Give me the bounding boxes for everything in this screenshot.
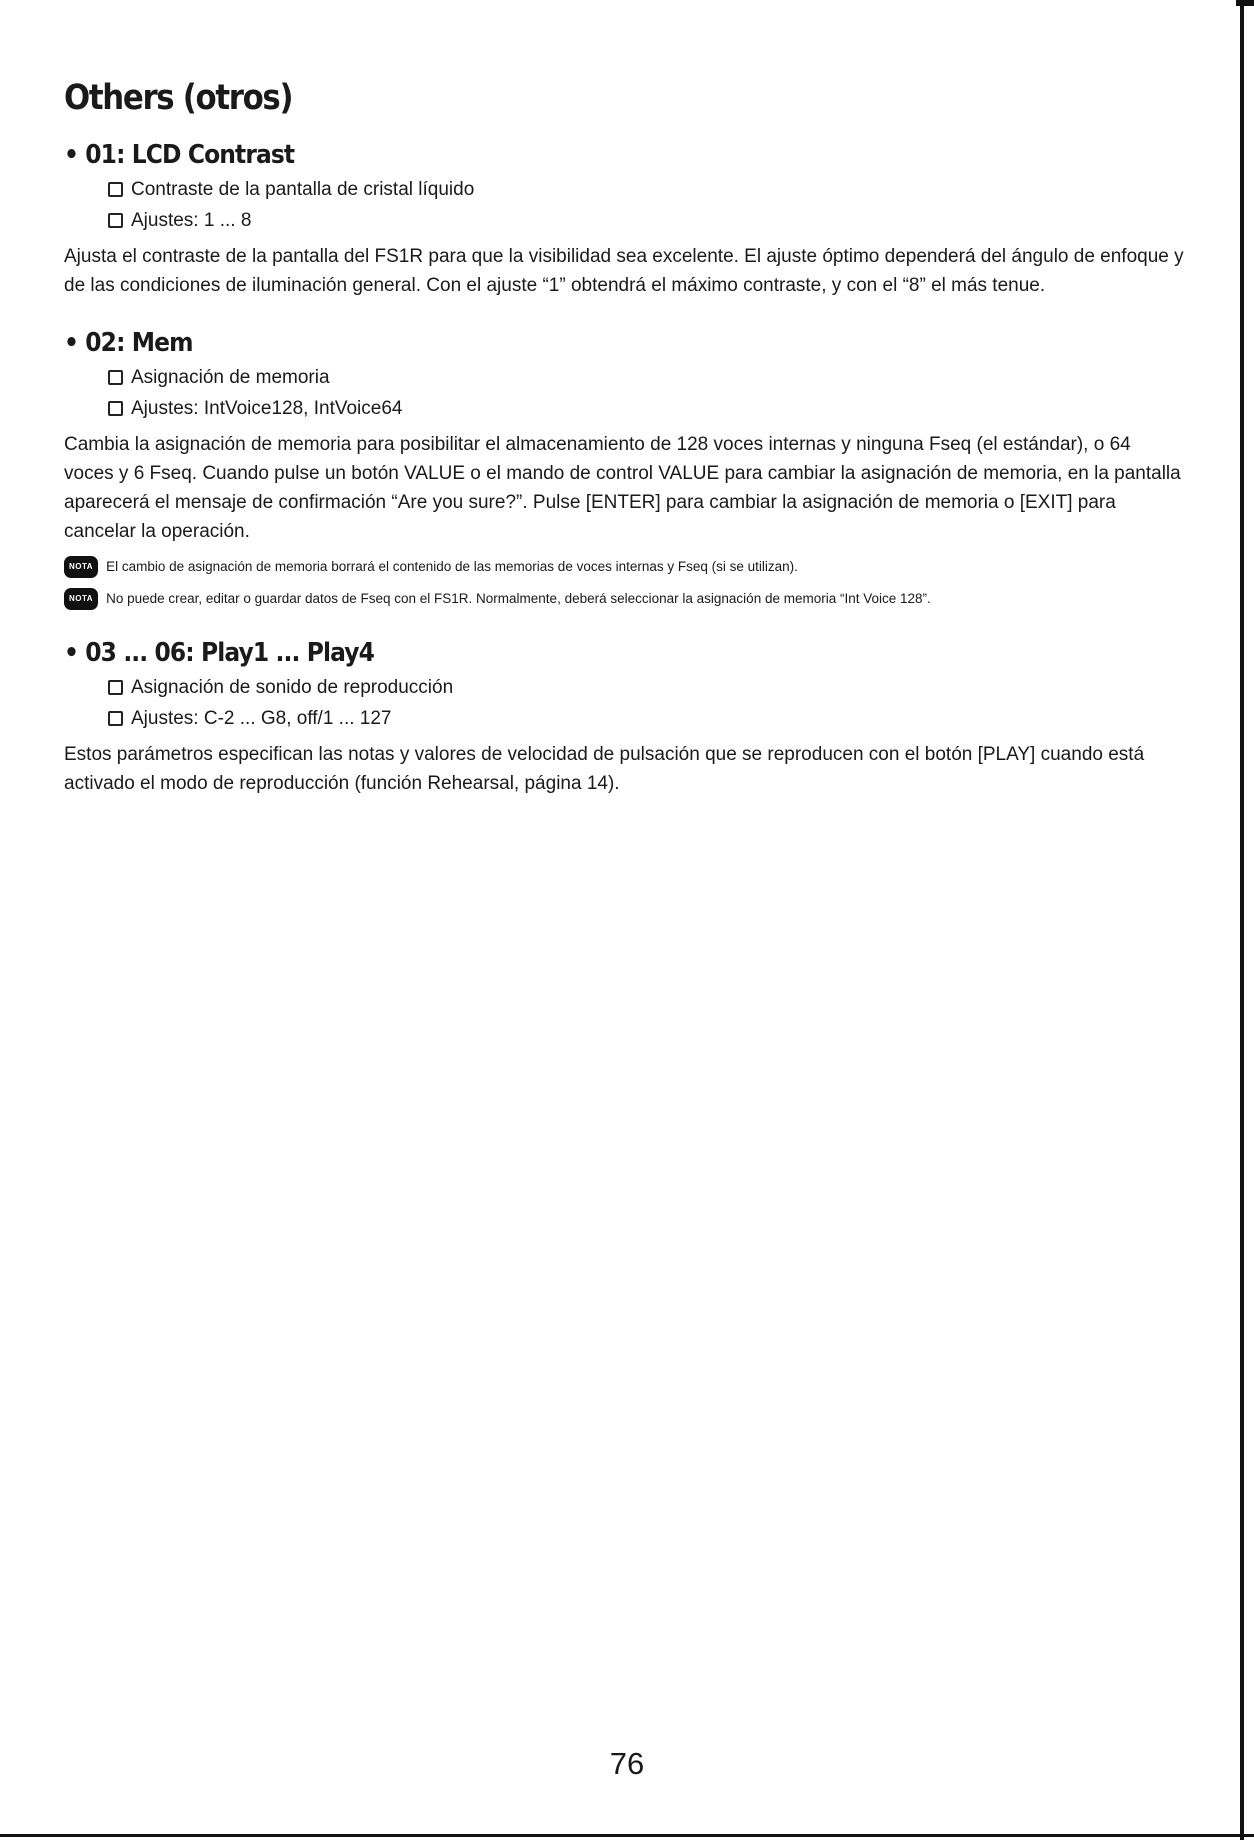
section-mem <box>64 328 1184 610</box>
note-badge-icon: NOTA <box>64 588 98 610</box>
section-heading: • 03 ... 06: Play1 ... Play4 <box>64 638 375 668</box>
checkbox-icon <box>108 711 123 726</box>
settings-line <box>108 705 1184 732</box>
checkbox-icon <box>108 680 123 695</box>
section-play <box>64 638 1184 798</box>
settings-text: Ajustes: 1 ... 8 <box>131 210 252 231</box>
section-body: Ajusta el contraste de la pantalla del FS1R para que la visibilidad sea excelente. El ajuste óptimo dependerá del ángulo de enfoque y de las condiciones de iluminación general. Con el ajuste “1” obtendrá el máximo contraste, y con el “8” el más tenue. <box>64 246 1184 296</box>
checkbox-icon <box>108 401 123 416</box>
note-line <box>64 588 1184 610</box>
page-edge-corner <box>1236 0 1254 6</box>
page-edge-right <box>1240 0 1244 1840</box>
page-title: Others (otros) <box>64 78 293 118</box>
description-line <box>108 364 1184 391</box>
checkbox-icon <box>108 182 123 197</box>
note-text: El cambio de asignación de memoria borrará el contenido de las memorias de voces internas y Fseq (si se utilizan). <box>106 559 798 574</box>
note-line <box>64 556 1184 578</box>
description-line <box>108 674 1184 701</box>
description-text: Asignación de memoria <box>131 367 330 388</box>
section-heading: • 02: Mem <box>64 328 193 358</box>
settings-text: Ajustes: IntVoice128, IntVoice64 <box>131 398 403 419</box>
note-badge-icon: NOTA <box>64 556 98 578</box>
settings-line <box>108 395 1184 422</box>
settings-text: Ajustes: C-2 ... G8, off/1 ... 127 <box>131 708 392 729</box>
section-body: Cambia la asignación de memoria para posibilitar el almacenamiento de 128 voces internas y ninguna Fseq (el estándar), o 64 voces y 6 Fseq. Cuando pulse un botón VALUE o el mando de control VALUE para cambiar la asignación de memoria, en la pantalla aparecerá el mensaje de confirmación “Are you sure?”. Pulse [ENTER] para cambiar la asignación de memoria o [EXIT] para cancelar la operación. <box>64 434 1181 542</box>
section-heading: • 01: LCD Contrast <box>64 140 295 170</box>
document-page <box>64 78 1184 826</box>
settings-line <box>108 207 1184 234</box>
checkbox-icon <box>108 370 123 385</box>
section-body: Estos parámetros especifican las notas y valores de velocidad de pulsación que se reproducen con el botón [PLAY] cuando está activado el modo de reproducción (función Rehearsal, página 14). <box>64 744 1145 794</box>
description-line <box>108 176 1184 203</box>
section-lcd-contrast <box>64 140 1184 300</box>
page-edge-bottom <box>0 1834 1254 1837</box>
description-text: Contraste de la pantalla de cristal líquido <box>131 179 475 200</box>
note-text: No puede crear, editar o guardar datos de Fseq con el FS1R. Normalmente, deberá seleccionar la asignación de memoria “Int Voice 128”. <box>106 591 931 606</box>
description-text: Asignación de sonido de reproducción <box>131 677 454 698</box>
page-number: 76 <box>609 1746 645 1781</box>
checkbox-icon <box>108 213 123 228</box>
